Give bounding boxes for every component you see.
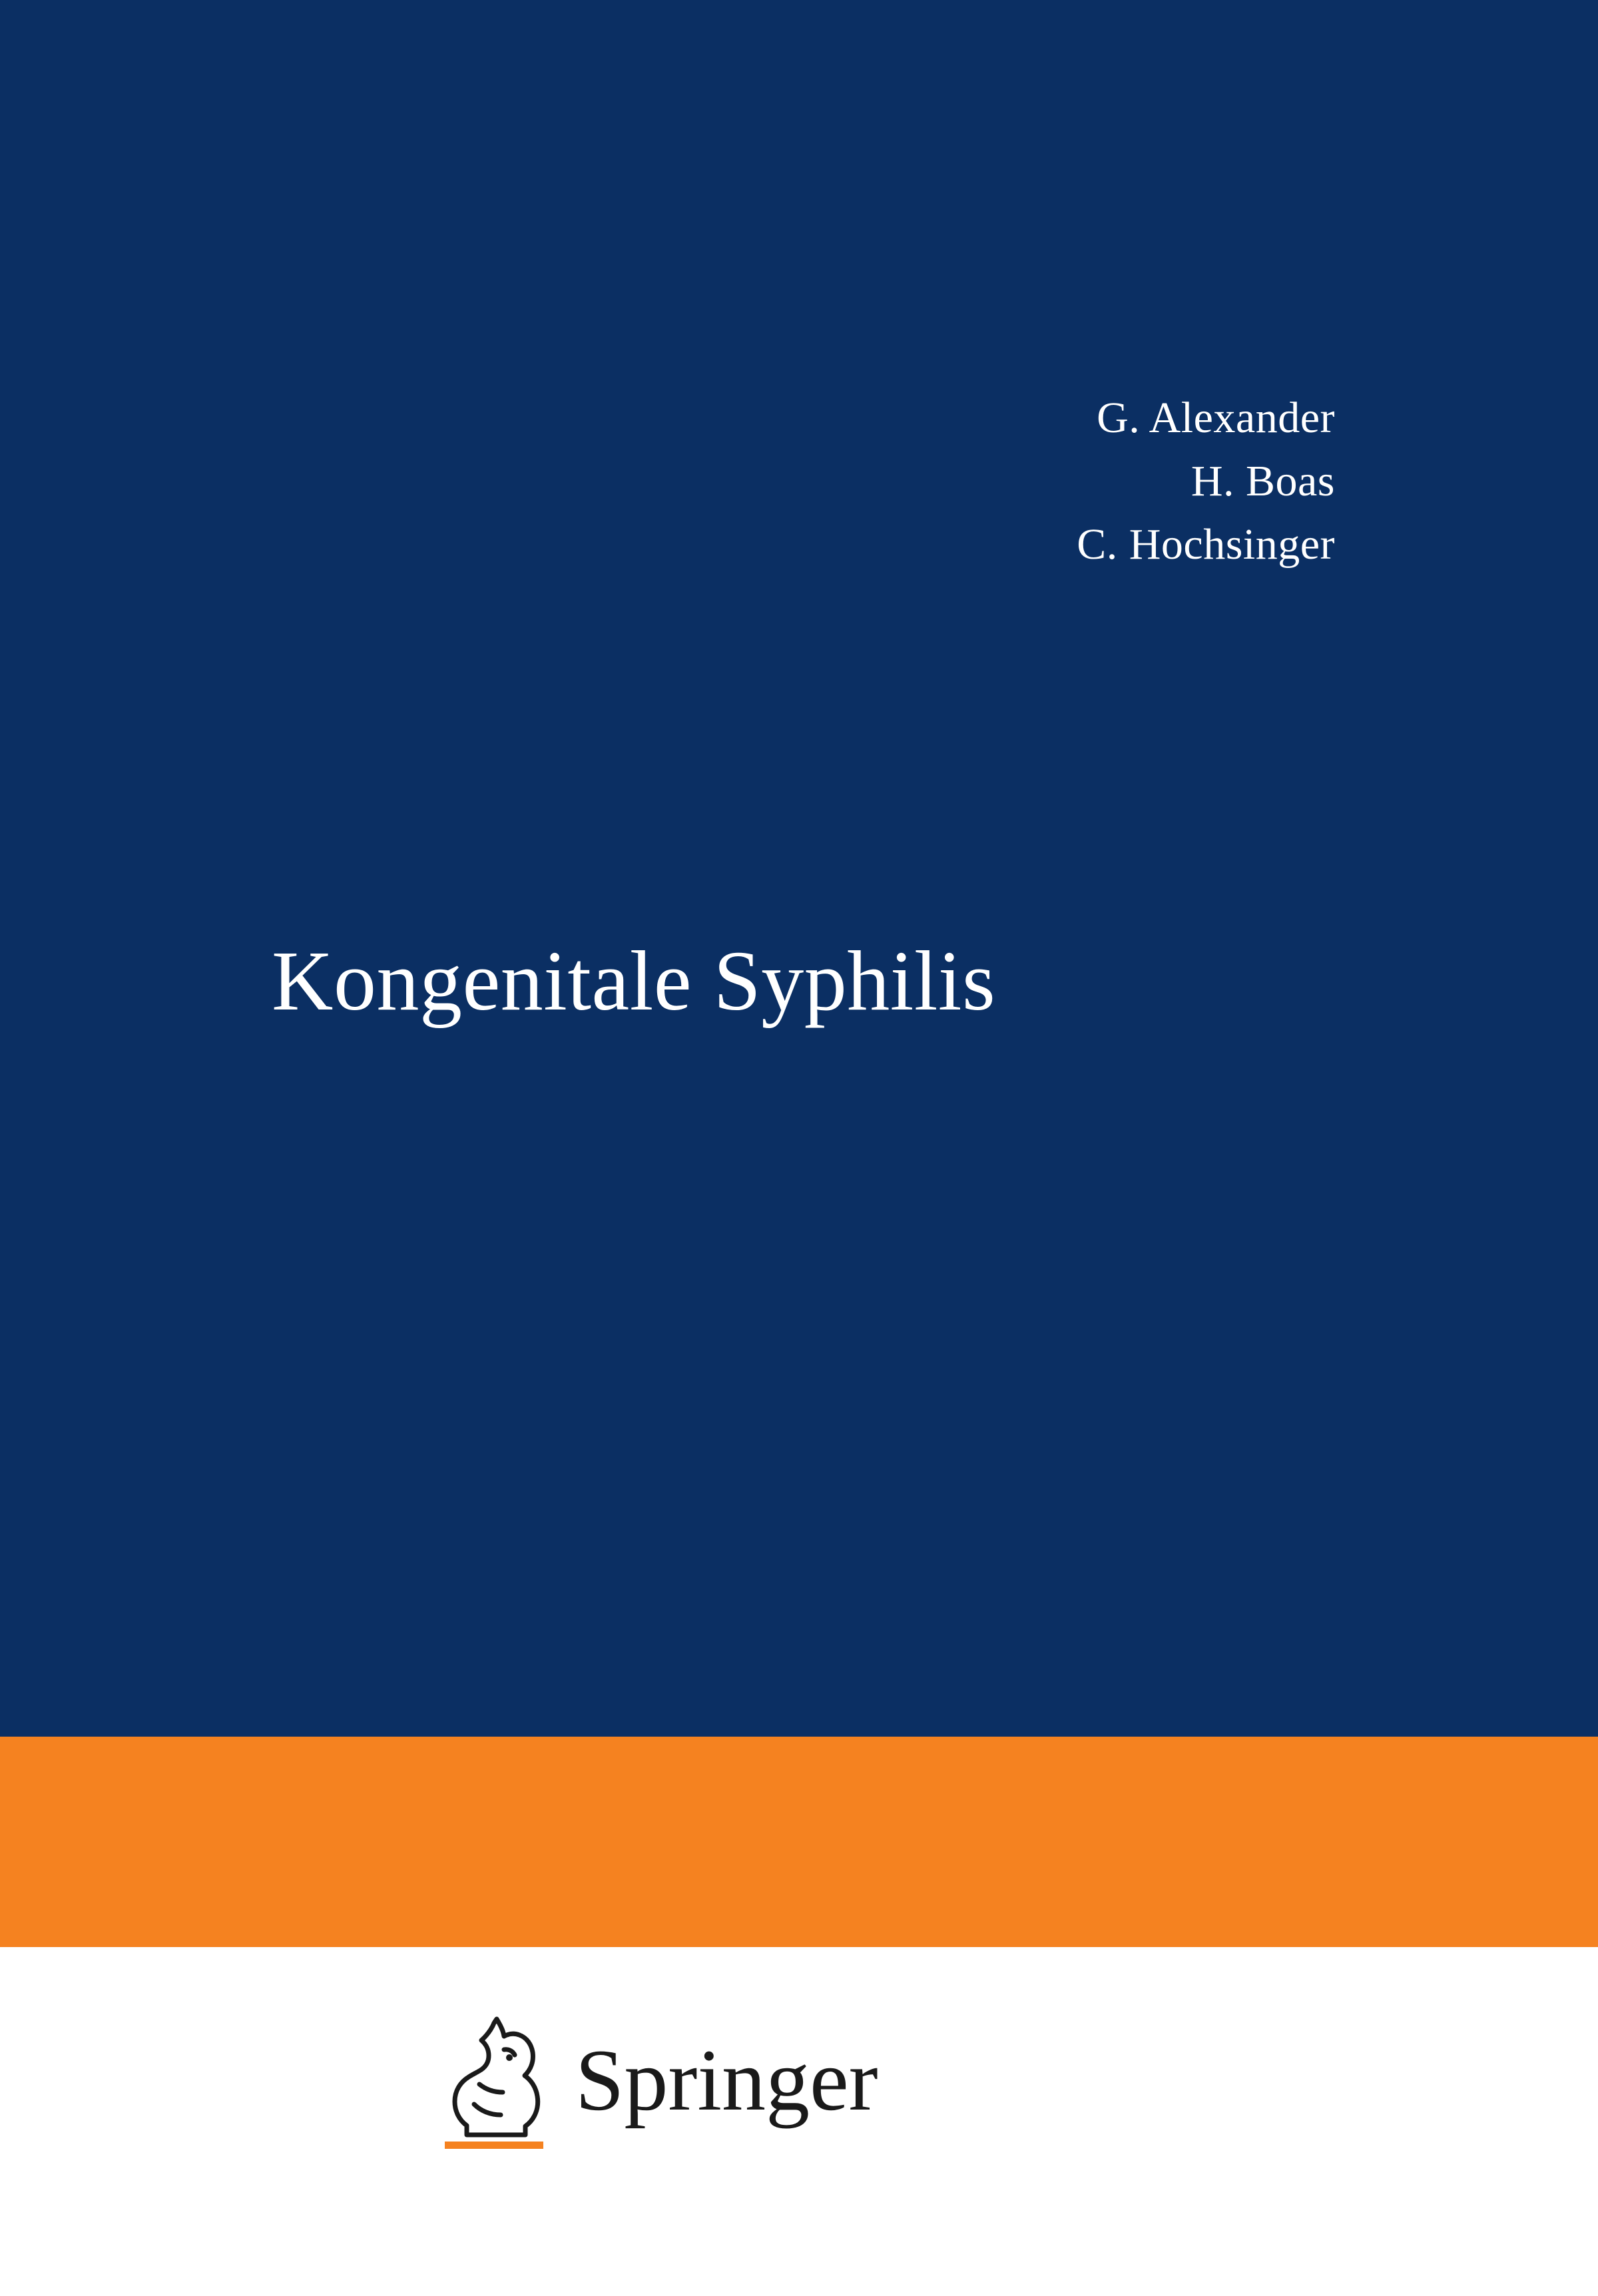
author-list bbox=[1077, 386, 1335, 576]
springer-logo-underline bbox=[445, 2142, 543, 2149]
springer-logo bbox=[439, 2011, 878, 2154]
author-name-1: G. Alexander bbox=[1097, 394, 1335, 442]
book-title: Kongenitale Syphilis bbox=[272, 934, 996, 1028]
cover-orange-band bbox=[0, 1737, 1598, 1947]
author-name-3: C. Hochsinger bbox=[1077, 520, 1335, 569]
springer-knight-icon bbox=[439, 2011, 553, 2154]
author-name-2: H. Boas bbox=[1191, 457, 1335, 506]
publisher-name: Springer bbox=[575, 2031, 878, 2129]
